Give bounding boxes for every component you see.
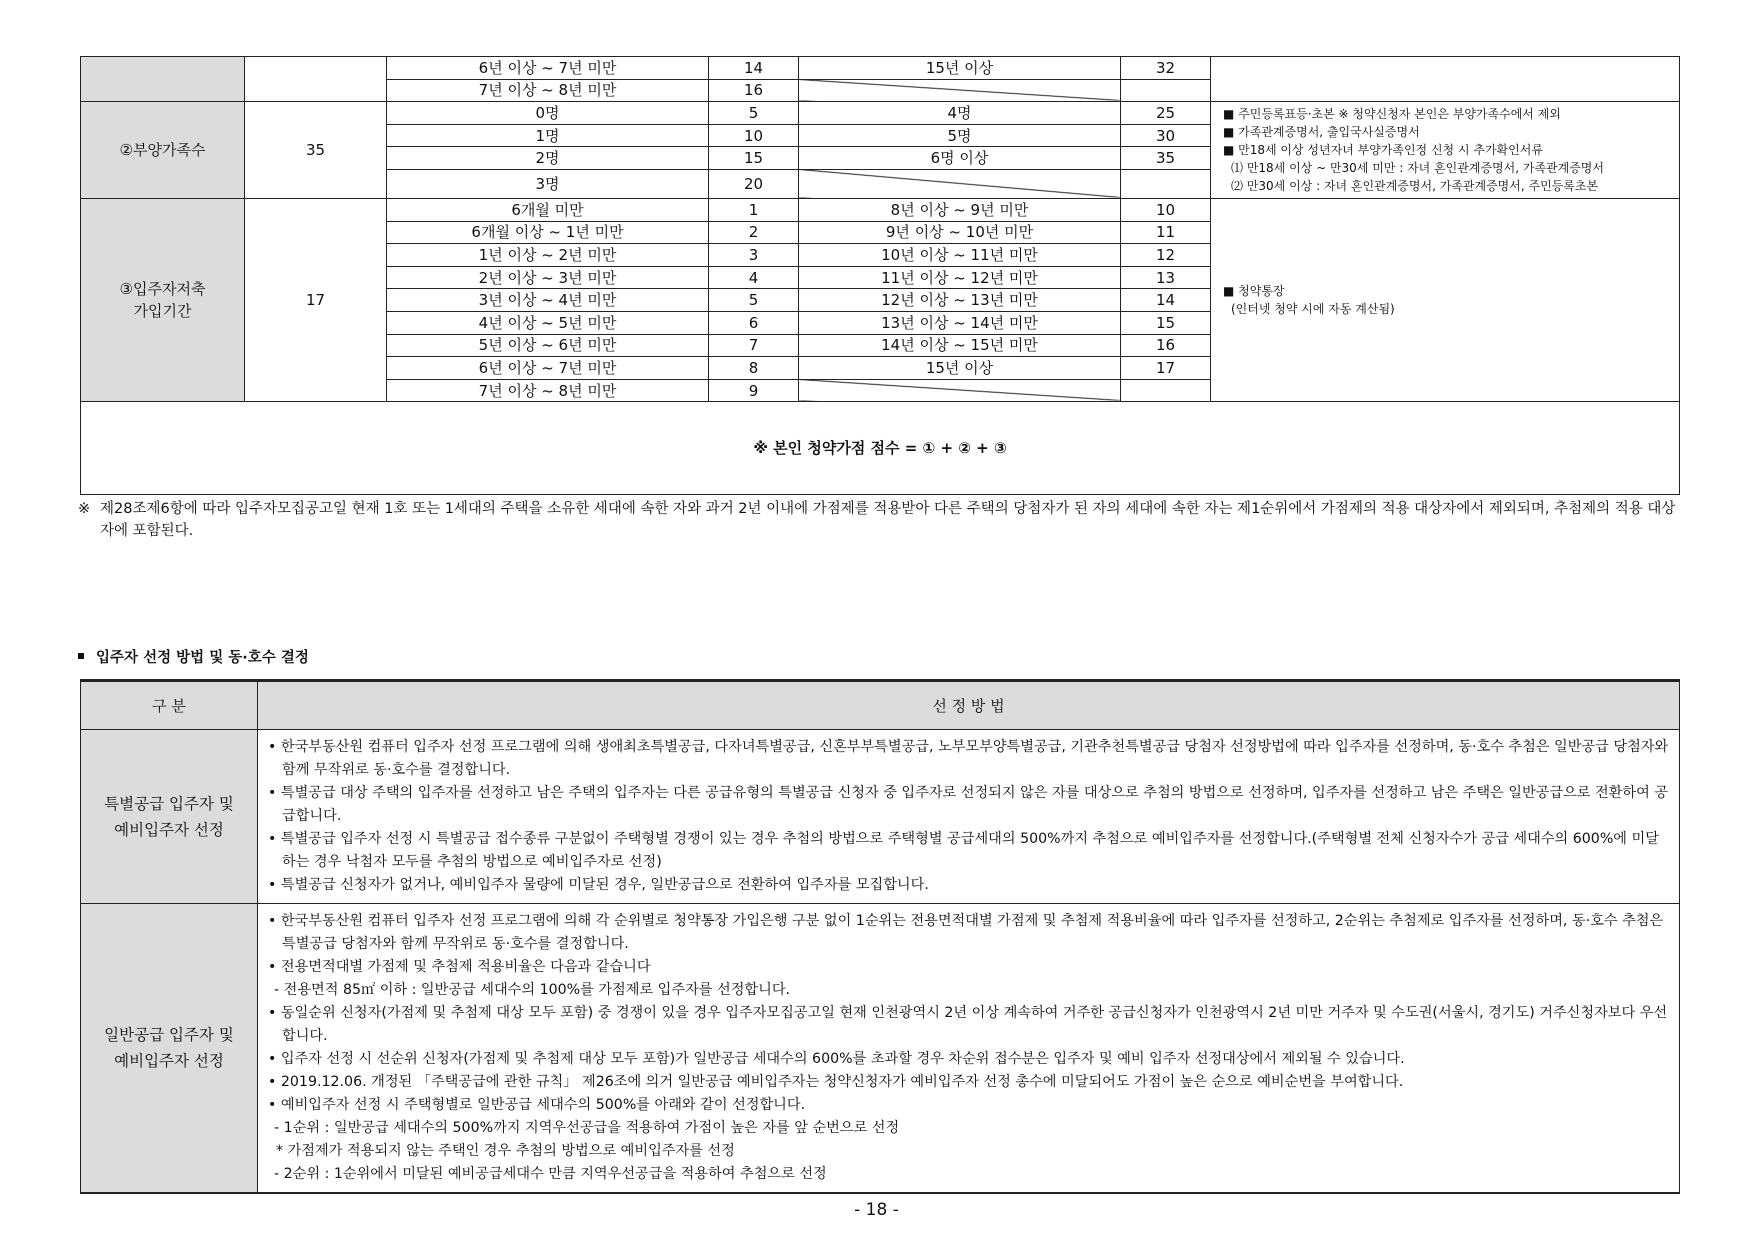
empty-diagonal-cell	[799, 379, 1121, 402]
list-subitem: - 2순위 : 1순위에서 미달된 예비공급세대수 만큼 지역우선공급을 적용하여 추첨으로 선정	[274, 1166, 827, 1182]
savings-docs	[1211, 198, 1680, 401]
total-score-formula: ※ 본인 청약가점 점수 = ① + ② + ③	[81, 402, 1680, 495]
period-cell: 6개월 미만	[387, 198, 709, 221]
selection-method-table	[80, 679, 1680, 1194]
special-supply-methods	[258, 730, 1680, 904]
list-item: • 2019.12.06. 개정된 「주택공급에 관한 규칙」 제26조에 의거 일반공급 예비입주자는 청약신청자가 예비입주자 선정 총수에 미달되어도 가점이 높은 순으로 예비순번을 부여합니다.	[268, 1074, 1404, 1090]
score-cell: 25	[1121, 102, 1211, 125]
period-cell: 11년 이상 ~ 12년 미만	[799, 266, 1121, 289]
general-supply-category	[81, 904, 258, 1194]
empty-diagonal-cell	[799, 79, 1121, 102]
score-cell: 15	[709, 147, 799, 170]
score-cell: 9	[709, 379, 799, 402]
period-cell: 15년 이상	[799, 57, 1121, 80]
list-item: • 입주자 선정 시 선순위 신청자(가점제 및 추첨제 대상 모두 포함)가 일반공급 세대수의 600%를 초과할 경우 차순위 접수분은 입주자 및 예비 입주자 선정대상에서 제외될 수 있습니다.	[268, 1051, 1405, 1067]
period-cell: 2년 이상 ~ 3년 미만	[387, 266, 709, 289]
score-row	[81, 102, 1680, 125]
period-cell: 3년 이상 ~ 4년 미만	[387, 289, 709, 312]
list-item: • 특별공급 대상 주택의 입주자를 선정하고 남은 주택의 입주자는 다른 공급유형의 특별공급 신청자 중 입주자로 선정되지 않은 자를 대상으로 추첨의 방법으로 선정하며, 입주자를 선정하고 남은 주택은 일반공급으로 전환하여 공급합니다.	[268, 785, 1669, 824]
score-cell: 5	[709, 289, 799, 312]
period-cell: 7년 이상 ~ 8년 미만	[387, 379, 709, 402]
dependents-docs	[1211, 102, 1680, 199]
score-cell: 1	[709, 198, 799, 221]
score-cell: 11	[1121, 221, 1211, 244]
category-line: 예비입주자 선정	[114, 820, 224, 839]
period-cell: 5년 이상 ~ 6년 미만	[387, 334, 709, 357]
period-cell: 6년 이상 ~ 7년 미만	[387, 357, 709, 380]
doc-item: ■ 청약통장	[1223, 284, 1285, 299]
score-cell: 14	[1121, 289, 1211, 312]
period-cell: 15년 이상	[799, 357, 1121, 380]
score-cell: 14	[709, 57, 799, 80]
list-note: * 가점제가 적용되지 않는 주택인 경우 추첨의 방법으로 예비입주자를 선정	[276, 1143, 735, 1159]
period-cell: 14년 이상 ~ 15년 미만	[799, 334, 1121, 357]
period-cell: 7년 이상 ~ 8년 미만	[387, 79, 709, 102]
max-score-dependents: 35	[245, 102, 387, 199]
section-title-text: 입주자 선정 방법 및 동·호수 결정	[96, 650, 309, 666]
score-cell: 12	[1121, 244, 1211, 267]
formula-row	[81, 402, 1680, 495]
special-supply-category	[81, 730, 258, 904]
category-savings	[81, 198, 245, 401]
category-dependents: ②부양가족수	[81, 102, 245, 199]
score-cell: 16	[709, 79, 799, 102]
header-category: 구 분	[81, 681, 258, 730]
count-cell: 1명	[387, 124, 709, 147]
count-cell: 4명	[799, 102, 1121, 125]
page-number: - 18 -	[854, 1200, 899, 1220]
score-cell: 4	[709, 266, 799, 289]
score-cell: 13	[1121, 266, 1211, 289]
period-cell: 9년 이상 ~ 10년 미만	[799, 221, 1121, 244]
period-cell: 8년 이상 ~ 9년 미만	[799, 198, 1121, 221]
score-cell: 5	[709, 102, 799, 125]
count-cell: 6명 이상	[799, 147, 1121, 170]
header-method: 선 정 방 법	[258, 681, 1680, 730]
score-cell: 7	[709, 334, 799, 357]
score-cell: 3	[709, 244, 799, 267]
period-cell: 1년 이상 ~ 2년 미만	[387, 244, 709, 267]
doc-subitem: ⑴ 만18세 이상 ~ 만30세 미만 : 자녀 혼인관계증명서, 가족관계증명서	[1231, 161, 1604, 176]
category-line: 가입기간	[133, 302, 192, 321]
list-subitem: - 1순위 : 일반공급 세대수의 500%까지 지역우선공급을 적용하여 가점이 높은 자를 앞 순번으로 선정	[274, 1120, 900, 1136]
score-cell	[1121, 169, 1211, 198]
empty-diagonal-cell	[799, 169, 1121, 198]
general-supply-methods	[258, 904, 1680, 1194]
score-cell: 10	[1121, 198, 1211, 221]
period-cell: 6개월 이상 ~ 1년 미만	[387, 221, 709, 244]
score-cell: 2	[709, 221, 799, 244]
category-line: 예비입주자 선정	[114, 1052, 224, 1070]
doc-subitem: ⑵ 만30세 이상 : 자녀 혼인관계증명서, 가족관계증명서, 주민등록초본	[1231, 179, 1599, 194]
doc-item: ■ 주민등록표등·초본 ※ 청약신청자 본인은 부양가족수에서 제외	[1223, 107, 1561, 122]
count-cell: 5명	[799, 124, 1121, 147]
score-row	[81, 198, 1680, 221]
score-cell	[1121, 379, 1211, 402]
score-cell: 8	[709, 357, 799, 380]
score-cell: 35	[1121, 147, 1211, 170]
count-cell: 2명	[387, 147, 709, 170]
score-cell: 16	[1121, 334, 1211, 357]
count-cell: 0명	[387, 102, 709, 125]
category-cell	[81, 57, 245, 102]
score-cell: 10	[709, 124, 799, 147]
doc-item: ■ 만18세 이상 성년자녀 부양가족인정 신청 시 추가확인서류	[1223, 143, 1543, 158]
max-score-cell	[245, 57, 387, 102]
score-cell: 20	[709, 169, 799, 198]
list-item: • 특별공급 신청자가 없거나, 예비입주자 물량에 미달된 경우, 일반공급으로 전환하여 입주자를 모집합니다.	[268, 877, 929, 893]
score-cell: 32	[1121, 57, 1211, 80]
category-line: 특별공급 입주자 및	[104, 794, 234, 813]
period-cell: 10년 이상 ~ 11년 미만	[799, 244, 1121, 267]
period-cell: 4년 이상 ~ 5년 미만	[387, 311, 709, 334]
section-title	[78, 646, 309, 667]
list-item: • 전용면적대별 가점제 및 추첨제 적용비율은 다음과 같습니다	[268, 959, 651, 975]
score-cell: 15	[1121, 311, 1211, 334]
doc-subitem: (인터넷 청약 시에 자동 계산됨)	[1231, 302, 1395, 317]
footnote	[78, 498, 1688, 542]
score-cell: 30	[1121, 124, 1211, 147]
list-item: • 한국부동산원 컴퓨터 입주자 선정 프로그램에 의해 각 순위별로 청약통장 가입은행 구분 없이 1순위는 전용면적대별 가점제 및 추첨제 적용비율에 따라 입주자를 선정하고, 2순위는 추첨제로 입주자를 선정하며, 동·호수 추첨은 특별공급 당첨자와 함께 무작위로 동·호수를 결정합니다.	[268, 913, 1664, 952]
score-table	[80, 56, 1680, 495]
category-line: 일반공급 입주자 및	[104, 1026, 234, 1044]
score-cell: 6	[709, 311, 799, 334]
docs-cell	[1211, 57, 1680, 102]
note-text: 제28조제6항에 따라 입주자모집공고일 현재 1호 또는 1세대의 주택을 소유한 세대에 속한 자와 과거 2년 이내에 가점제를 적용받아 다른 주택의 당첨자가 된 자의 세대에 속한 자는 제1순위에서 가점제의 적용 대상자에서 제외되며, 추첨제의 적용 대상자에 포함된다.	[100, 501, 1676, 539]
doc-item: ■ 가족관계증명서, 출입국사실증명서	[1223, 125, 1420, 140]
square-bullet-icon	[78, 653, 84, 659]
count-cell: 3명	[387, 169, 709, 198]
period-cell: 6년 이상 ~ 7년 미만	[387, 57, 709, 80]
list-item: • 예비입주자 선정 시 주택형별로 일반공급 세대수의 500%를 아래와 같이 선정합니다.	[268, 1097, 806, 1113]
period-cell: 13년 이상 ~ 14년 미만	[799, 311, 1121, 334]
special-supply-row	[81, 730, 1680, 904]
period-cell: 12년 이상 ~ 13년 미만	[799, 289, 1121, 312]
score-cell	[1121, 79, 1211, 102]
score-row	[81, 57, 1680, 80]
score-cell: 17	[1121, 357, 1211, 380]
list-subitem: - 전용면적 85㎡ 이하 : 일반공급 세대수의 100%를 가점제로 입주자를 선정합니다.	[274, 982, 791, 998]
note-mark: ※	[78, 501, 91, 517]
list-item: • 한국부동산원 컴퓨터 입주자 선정 프로그램에 의해 생애최초특별공급, 다자녀특별공급, 신혼부부특별공급, 노부모부양특별공급, 기관추천특별공급 당첨자 선정방법에 따라 입주자를 선정하며, 동·호수 추첨은 일반공급 당첨자와 함께 무작위로 동·호수를 결정합니다.	[268, 739, 1669, 778]
list-item: • 특별공급 입주자 선정 시 특별공급 접수종류 구분없이 주택형별 경쟁이 있는 경우 추첨의 방법으로 주택형별 공급세대의 500%까지 추첨으로 예비입주자를 선정합니다.(주택형별 전체 신청자수가 공급 세대수의 600%에 미달하는 경우 낙첨자 모두를 추첨의 방법으로 예비입주자로 선정)	[268, 831, 1659, 870]
max-score-savings: 17	[245, 198, 387, 401]
table-header-row	[81, 681, 1680, 730]
list-item: • 동일순위 신청자(가점제 및 추첨제 대상 모두 포함) 중 경쟁이 있을 경우 입주자모집공고일 현재 인천광역시 2년 이상 계속하여 거주한 공급신청자가 인천광역시 2년 미만 거주자 및 수도권(서울시, 경기도) 거주신청자보다 우선합니다.	[268, 1005, 1668, 1044]
category-line: ③입주자저축	[119, 280, 206, 299]
general-supply-row	[81, 904, 1680, 1194]
